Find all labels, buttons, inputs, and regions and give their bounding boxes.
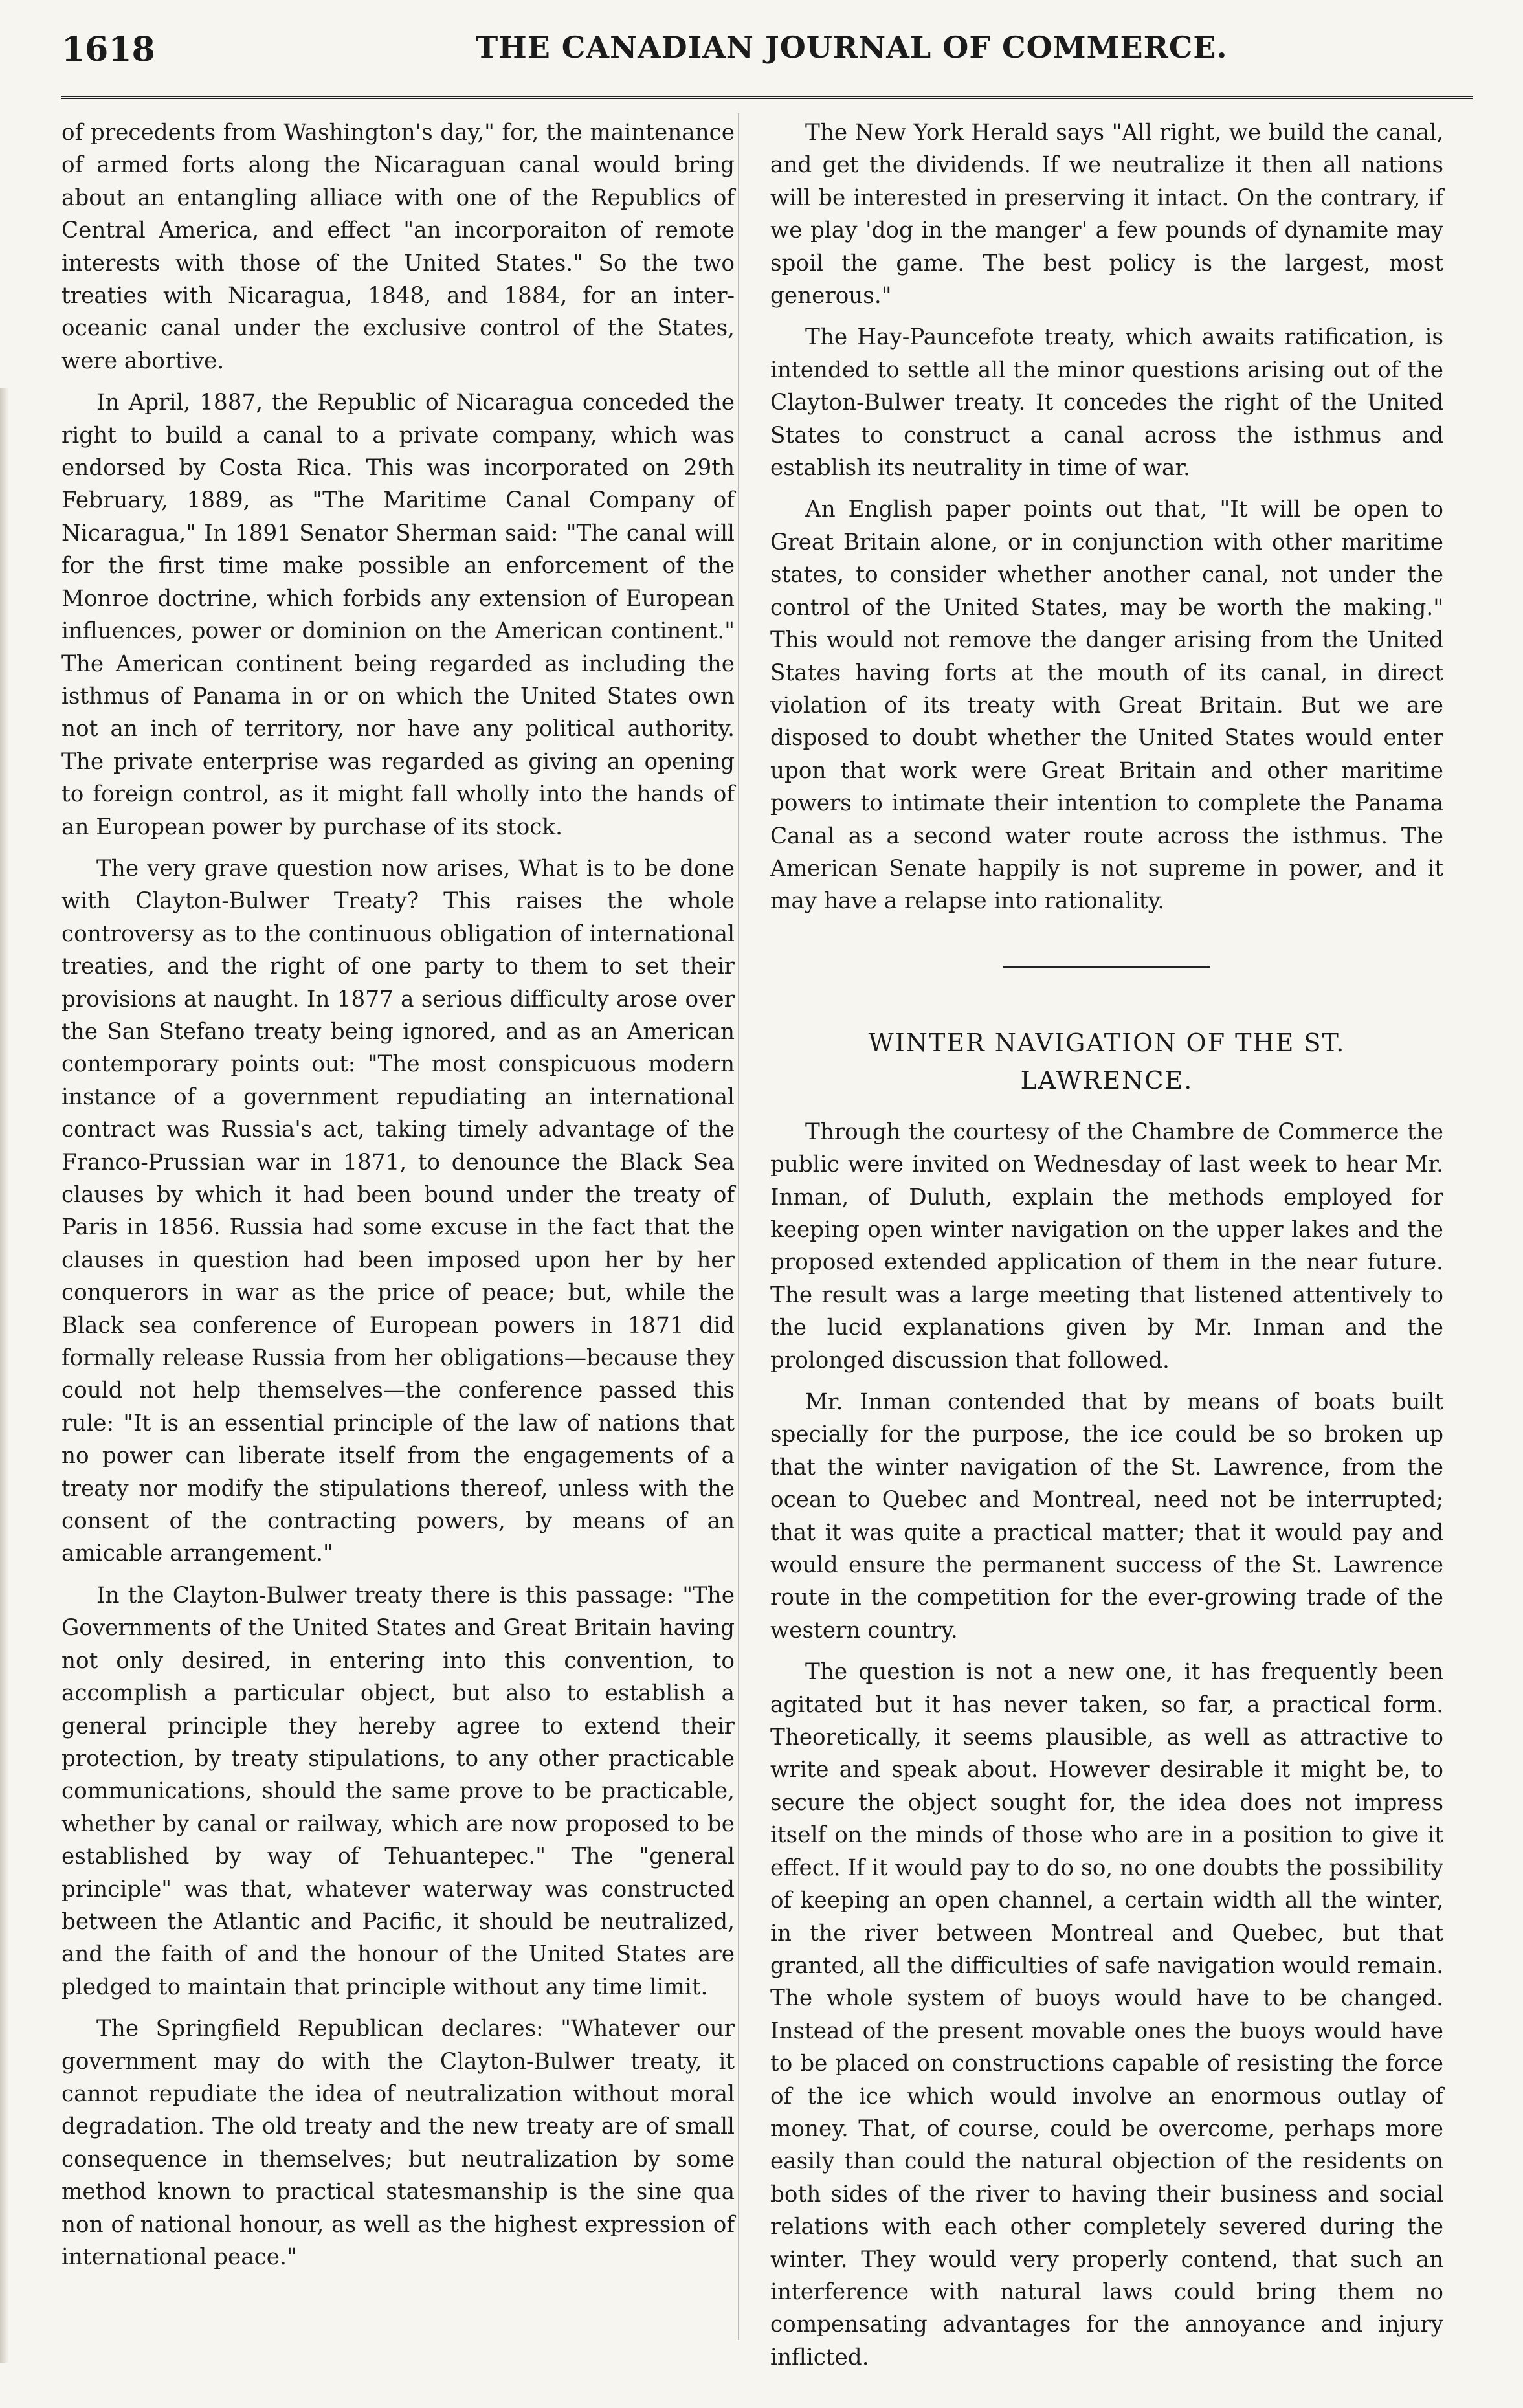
header-rule: [61, 96, 1473, 99]
right-paragraph: Through the courtesy of the Chambre de Commerce the public were invited on Wednesday of last week to hear Mr. Inman, of Duluth, explain the methods employed for keeping open winter navigation on the upper lakes and the proposed extended application of them in the near future. The result was a large meeting that listened attentively to the lucid explanations given by Mr. Inman and the prolonged discussion that followed.: [770, 1119, 1443, 1374]
page-number: 1618: [61, 30, 155, 69]
page-header: [61, 25, 1473, 83]
left-paragraph: The very grave question now arises, What is to be done with Clayton-Bulwer Treaty? This raises the whole controversy as to the continuous obligation of international treaties, and the right of one party to them to set their provisions at naught. In 1877 a serious difficulty arose over the San Stefano treaty being ignored, and as an American contemporary points out: "The most conspicuous modern instance of a government repudiating an international contract was Russia's act, taking timely advantage of the Franco-Prussian war in 1871, to denounce the Black Sea clauses by which it had been bound under the treaty of Paris in 1856. Russia had some excuse in the fact that the clauses in question had been imposed upon her by her conquerors in war as the price of peace; but, while the Black sea conference of European powers in 1871 did formally release Russia from her obligations—because they could not help themselves—the conference passed this rule: "It is an essential principle of the law of nations that no power can liberate itself from the engagements of a treaty nor modify the stipulations thereof, unless with the consent of the contracting powers, by means of an amicable arrangement.": [61, 855, 735, 1567]
right-paragraph: The question is not a new one, it has frequently been agitated but it has never taken, so far, a practical form. Theoretically, it seems plausible, as well as attractive to write and speak about. However desirable it might be, to secure the object sought for, the idea does not impress itself on the minds of those who are in a position to give it effect. If it would pay to do so, no one doubts the possibility of keeping an open channel, a certain width all the winter, in the river between Montreal and Quebec, but that granted, all the difficulties of safe navigation would remain. The whole system of buoys would have to be changed. Instead of the present movable ones the buoys would have to be placed on constructions capable of resisting the force of the ice which would involve an enormous outlay of money. That, of course, could be overcome, perhaps more easily than could the natural objection of the residents on both sides of the river to having their business and social relations with each other completely severed during the winter. They would very properly contend, that such an interference with natural laws could bring them no compensating advantages for the annoyance and injury inflicted.: [770, 1659, 1443, 2370]
left-paragraph: In the Clayton-Bulwer treaty there is this passage: "The Governments of the United States and Great Britain having not only desired, in entering into this convention, to accomplish a particular object, but also to establish a general principle they hereby agree to extend their protection, by treaty stipulations, to any other practicable communications, should the same prove to be practicable, whether by canal or railway, which are now proposed to be established by way of Tehuantepec." The "general principle" was that, whatever waterway was constructed between the Atlantic and Pacific, it should be neutralized, and the faith of and the honour of the United States are pledged to maintain that principle without any time limit.: [61, 1582, 735, 2000]
left-paragraph: of precedents from Washington's day," for, the maintenance of armed forts along the Nicaraguan canal would bring about an entangling alliace with one of the Republics of Central America, and effect "an incorporaiton of remote interests with those of the United States." So the two treaties with Nicaragua, 1848, and 1884, for an inter-oceanic canal under the exclusive control of the States, were abortive.: [61, 120, 735, 374]
left-column: [61, 117, 735, 2282]
journal-title: THE CANADIAN JOURNAL OF COMMERCE.: [476, 30, 1228, 65]
right-paragraph: Mr. Inman contended that by means of boats built specially for the purpose, the ice could be so broken up that the winter navigation of the St. Lawrence, from the ocean to Quebec and Montreal, need not be interrupted; that it was quite a practical matter; that it would pay and would ensure the permanent success of the St. Lawrence route in the competition for the ever-growing trade of the western country.: [770, 1389, 1443, 1644]
right-paragraph: The New York Herald says "All right, we build the canal, and get the dividends. If we neutralize it then all nations will be interested in preserving it intact. On the contrary, if we play 'dog in the manger' a few pounds of dynamite may spoil the game. The best policy is the largest, most generous.": [770, 120, 1443, 309]
section-divider-rule: [1003, 966, 1210, 968]
scan-edge-shadow: [0, 388, 9, 2363]
left-paragraph: In April, 1887, the Republic of Nicaragua conceded the right to build a canal to a private company, which was endorsed by Costa Rica. This was incorporated on 29th February, 1889, as "The Maritime Canal Company of Nicaragua," In 1891 Senator Sherman said: "The canal will for the first time make possible an enforcement of the Monroe doctrine, which forbids any extension of European influences, power or dominion on the American continent." The American continent being regarded as including the isthmus of Panama in or on which the United States own not an inch of territory, nor have any political authority. The private enterprise was regarded as giving an opening to foreign control, as it might fall wholly into the hands of an European power by purchase of its stock.: [61, 390, 735, 840]
left-paragraph: The Springfield Republican declares: "Whatever our government may do with the Clayton-Bulwer treaty, it cannot repudiate the idea of neutralization without moral degradation. The old treaty and the new treaty are of small consequence in themselves; but neutralization by some method known to practical statesmanship is the sine qua non of national honour, as well as the highest expression of international peace.": [61, 2016, 735, 2270]
right-column: [770, 117, 1443, 2383]
section-heading: WINTER NAVIGATION OF THE ST. LAWRENCE.: [868, 1028, 1346, 1095]
column-divider: [738, 113, 739, 2340]
right-paragraph: An English paper points out that, "It will be open to Great Britain alone, or in conjunction with other maritime states, to consider whether another canal, not under the control of the United States, may be worth the making." This would not remove the danger arising from the United States having forts at the mouth of its canal, in direct violation of its treaty with Great Britain. But we are disposed to doubt whether the United States would enter upon that work were Great Britain and other maritime powers to intimate their intention to complete the Panama Canal as a second water route across the isthmus. The American Senate happily is not supreme in power, and it may have a relapse into rationality.: [770, 496, 1443, 915]
right-paragraph: The Hay-Pauncefote treaty, which awaits ratification, is intended to settle all the minor questions arising out of the Clayton-Bulwer treaty. It concedes the right of the United States to construct a canal across the isthmus and establish its neutrality in time of war.: [770, 324, 1443, 482]
